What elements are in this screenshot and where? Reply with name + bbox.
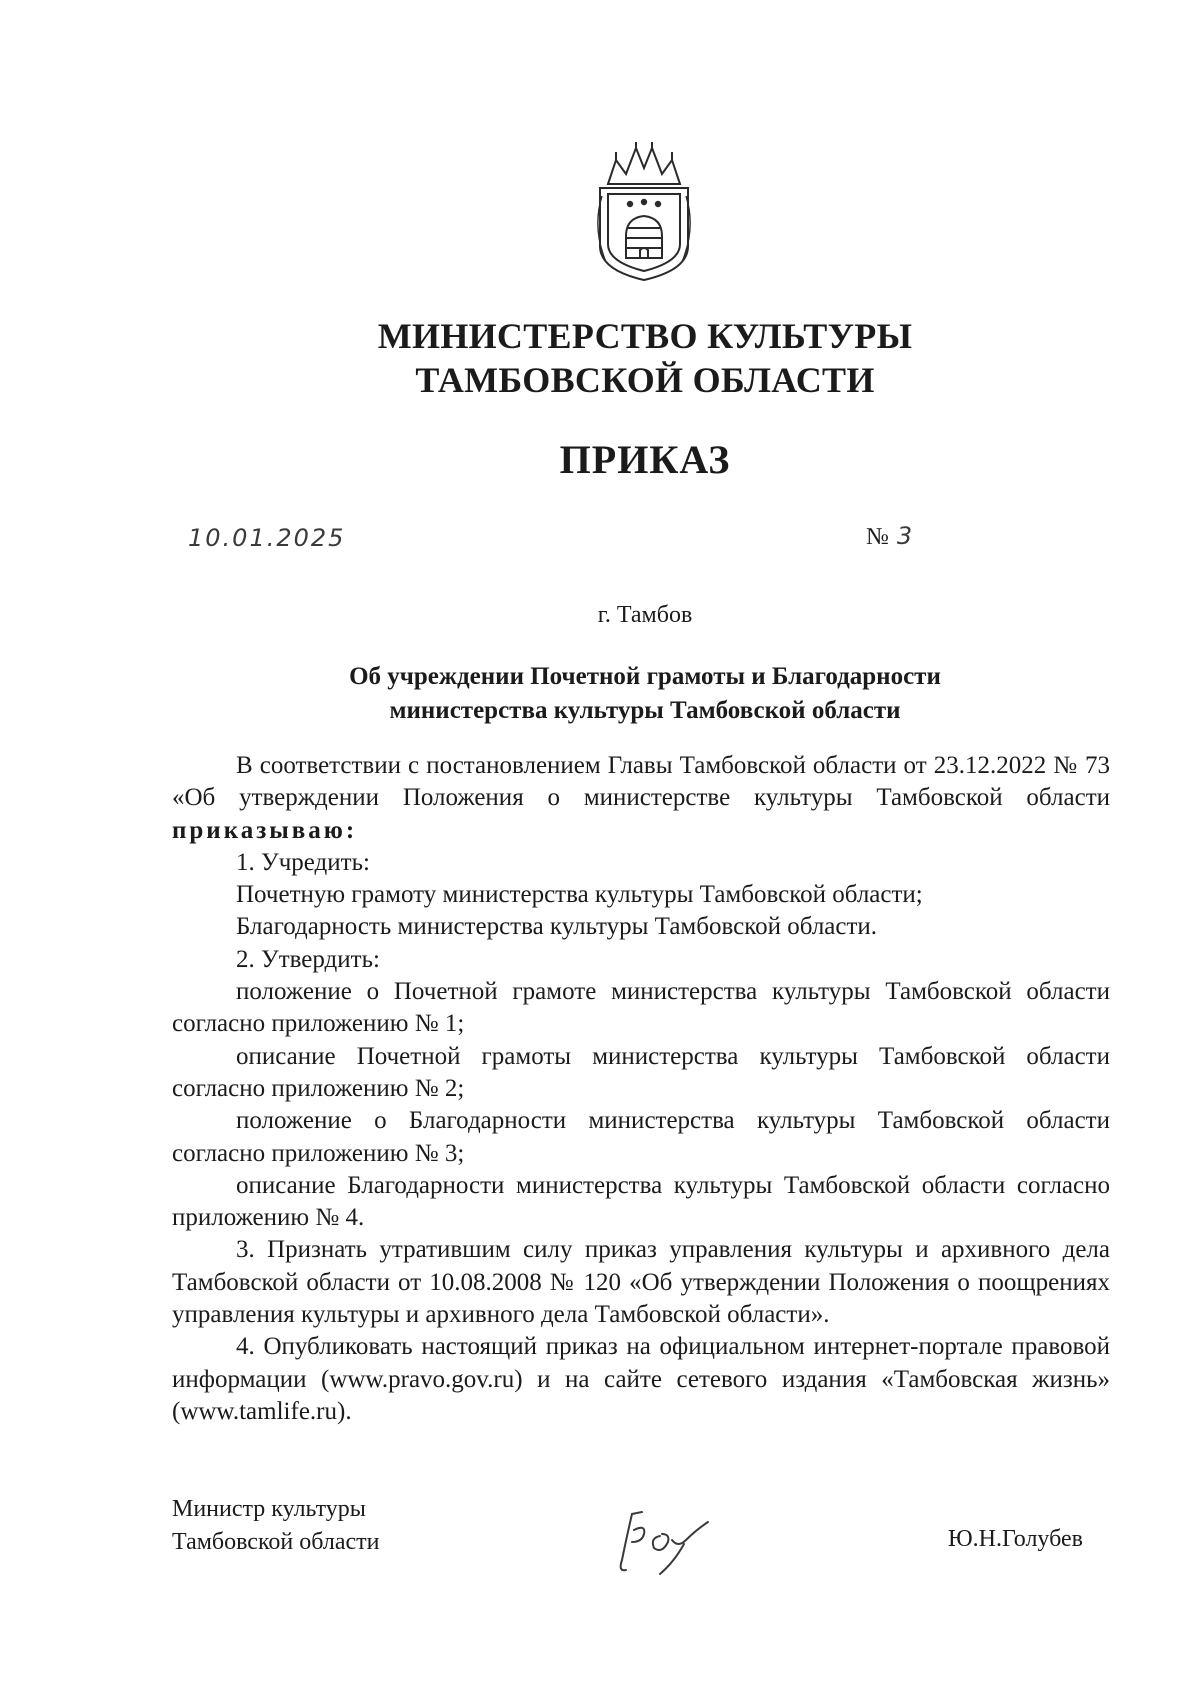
ministry-name-line2: ТАМБОВСКОЙ ОБЛАСТИ xyxy=(415,360,875,400)
subject-line1: Об учреждении Почетной грамоты и Благодарности xyxy=(349,663,941,690)
subject-line2: министерства культуры Тамбовской области xyxy=(389,697,901,724)
ministry-name-line1: МИНИСТЕРСТВО КУЛЬТУРЫ xyxy=(377,316,913,356)
order-subject xyxy=(0,660,1200,728)
document-type: ПРИКАЗ xyxy=(559,437,731,482)
signatory-position xyxy=(172,1493,379,1559)
preamble-paragraph xyxy=(172,750,1110,847)
item-4: 4. Опубликовать настоящий приказ на официальном интернет-портале правовой информации (www.pravo.gov.ru) и на сайте сетевого издания «Тамбовская жизнь» (www.tamlife.ru). xyxy=(172,1333,1110,1425)
position-line2: Тамбовской области xyxy=(172,1529,380,1555)
order-date: 10.01.2025 xyxy=(188,524,346,552)
item-1a: Почетную грамоту министерства культуры Тамбовской области; xyxy=(236,881,923,909)
coat-of-arms-emblem xyxy=(586,138,702,284)
item-2d: описание Благодарности министерства культуры Тамбовской области согласно приложению № 4. xyxy=(172,1171,1110,1232)
number-sign: № xyxy=(866,524,889,550)
signatory-name: Ю.Н.Голубев xyxy=(948,1526,1083,1552)
preamble-text: В соответствии с постановлением Главы Тамбовской области от 23.12.2022 № 73 «Об утверждении Положения о министерстве культуры Тамбовской области xyxy=(172,752,1110,812)
item-2: 2. Утвердить: xyxy=(236,945,380,973)
order-number xyxy=(866,522,912,551)
order-body xyxy=(172,750,1110,1428)
number-value: 3 xyxy=(896,522,913,550)
item-1b: Благодарность министерства культуры Тамбовской области. xyxy=(236,913,878,941)
item-1: 1. Учредить: xyxy=(236,848,370,876)
order-verb: приказываю: xyxy=(172,816,358,844)
position-line1: Министр культуры xyxy=(172,1496,366,1522)
item-2a: положение о Почетной грамоте министерства культуры Тамбовской области согласно приложению № 1; xyxy=(172,978,1110,1038)
handwritten-signature xyxy=(612,1500,722,1580)
item-2b: описание Почетной грамоты министерства культуры Тамбовской области согласно приложению № 2; xyxy=(172,1042,1110,1102)
city: г. Тамбов xyxy=(597,602,693,628)
item-2c: положение о Благодарности министерства культуры Тамбовской области согласно приложению № 3; xyxy=(172,1107,1110,1167)
item-3: 3. Признать утратившим силу приказ управления культуры и архивного дела Тамбовской области от 10.08.2008 № 120 «Об утверждении Положения о поощрениях управления культуры и архивного дела Тамбовской области». xyxy=(172,1236,1110,1329)
